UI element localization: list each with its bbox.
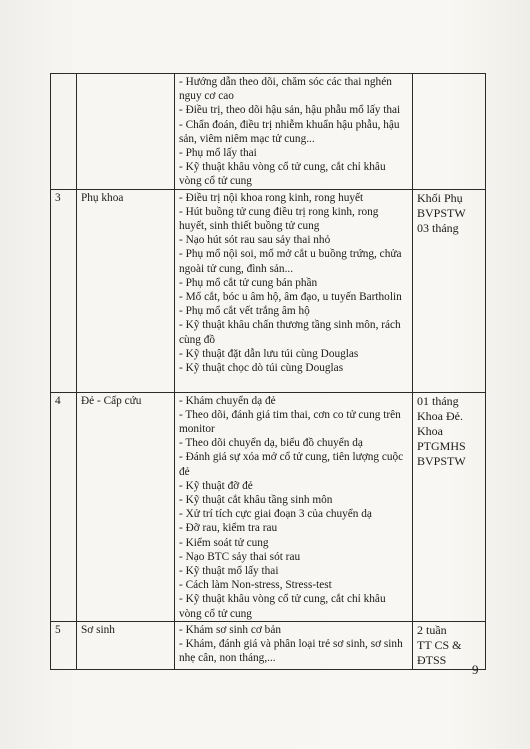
- note-line: 03 tháng: [417, 220, 459, 235]
- note-line: BVPSTW: [417, 453, 466, 468]
- row-number-cell: 3: [51, 189, 77, 392]
- content-item: - Phụ mổ cắt tử cung bán phần: [179, 276, 318, 289]
- content-cell: [175, 74, 413, 190]
- curriculum-table: [50, 73, 486, 670]
- content-cell: [175, 392, 413, 621]
- content-item: - Điều trị, theo dõi hậu sản, hậu phẫu mổ lấy thai: [179, 104, 401, 117]
- department-cell: Đẻ - Cấp cứu: [77, 392, 175, 621]
- content-item: - Xử trí tích cực giai đoạn 3 của chuyển dạ: [179, 508, 372, 521]
- department-cell: Phụ khoa: [77, 189, 175, 392]
- table-row: [51, 74, 486, 190]
- table-row: [51, 621, 486, 669]
- note-line: Khối Phụ: [417, 190, 463, 205]
- content-item: - Kiểm soát tử cung: [179, 536, 269, 549]
- content-item: - Kỹ thuật đỡ đẻ: [179, 479, 253, 492]
- content-cell: [175, 189, 413, 392]
- table-row: [51, 392, 486, 621]
- note-line: 01 tháng: [417, 393, 459, 408]
- content-item: - Phụ mổ lấy thai: [179, 147, 257, 160]
- row-number-cell: [51, 74, 77, 190]
- content-item: - Theo dõi, đánh giá tim thai, cơn co tử cung trên monitor: [179, 408, 401, 436]
- content-item: - Khám chuyển dạ đẻ: [179, 394, 276, 407]
- content-item: - Khám sơ sinh cơ bản: [179, 623, 281, 636]
- note-cell: [413, 189, 486, 392]
- content-item: - Hút buồng tử cung điều trị rong kinh, rong huyết, sinh thiết buồng tử cung: [179, 205, 379, 233]
- department-cell: Sơ sinh: [77, 621, 175, 669]
- content-item: - Phụ mổ nội soi, mổ mở cắt u buồng trứng, chửa ngoài tử cung, đình sản...: [179, 248, 402, 275]
- note-line: Khoa: [417, 423, 443, 438]
- content-item: - Chẩn đoán, điều trị nhiễm khuẩn hậu phẫu, hậu sản, viêm niêm mạc tử cung...: [179, 118, 400, 145]
- content-item: - Kỹ thuật cắt khâu tầng sinh môn: [179, 494, 333, 507]
- content-item: - Mổ cắt, bóc u âm hộ, âm đạo, u tuyến Bartholin: [179, 291, 402, 304]
- row-number-cell: 5: [51, 621, 77, 669]
- note-line: 2 tuần: [417, 622, 447, 637]
- content-item: - Đánh giá sự xóa mở cổ tử cung, tiên lượng cuộc đẻ: [179, 451, 404, 478]
- note-cell: [413, 74, 486, 190]
- content-item: - Phụ mổ cắt vết trắng âm hộ: [179, 305, 310, 318]
- content-item: - Kỹ thuật mổ lấy thai: [179, 565, 279, 578]
- content-item: - Đỡ rau, kiểm tra rau: [179, 522, 278, 535]
- row-number-cell: 4: [51, 392, 77, 621]
- content-item: - Kỹ thuật đặt dẫn lưu túi cùng Douglas: [179, 347, 359, 360]
- content-item: - Hướng dẫn theo dõi, chăm sóc các thai nghén nguy cơ cao: [179, 76, 392, 103]
- content-item: - Điều trị nội khoa rong kinh, rong huyết: [179, 191, 364, 204]
- content-item: - Khám, đánh giá và phân loại trẻ sơ sinh, sơ sinh nhẹ cân, non tháng,...: [179, 638, 403, 665]
- page-number: 9: [472, 662, 479, 677]
- content-item: - Kỹ thuật khâu vòng cổ tử cung, cắt chỉ khâu vòng cổ tử cung: [179, 593, 386, 620]
- note-line: ĐTSS: [417, 652, 447, 667]
- note-line: Khoa Đẻ.: [417, 408, 463, 423]
- note-cell: [413, 392, 486, 621]
- note-line: PTGMHS: [417, 438, 466, 453]
- content-item: - Theo dõi chuyển dạ, biểu đồ chuyển dạ: [179, 437, 363, 450]
- content-item: - Kỹ thuật khâu chấn thương tầng sinh môn, rách cùng đồ: [179, 319, 401, 346]
- content-item: - Kỹ thuật chọc dò túi cùng Douglas: [179, 362, 344, 375]
- content-item: - Cách làm Non-stress, Stress-test: [179, 579, 332, 592]
- content-item: - Kỹ thuật khâu vòng cổ tử cung, cắt chỉ khâu vòng cổ tử cung: [179, 161, 386, 188]
- note-line: TT CS &: [417, 637, 462, 652]
- content-item: - Nạo hút sót rau sau sảy thai nhỏ: [179, 234, 331, 247]
- content-cell: [175, 621, 413, 669]
- note-line: BVPSTW: [417, 205, 466, 220]
- table-row: [51, 189, 486, 392]
- department-cell: [77, 74, 175, 190]
- content-item: - Nạo BTC sảy thai sót rau: [179, 550, 301, 563]
